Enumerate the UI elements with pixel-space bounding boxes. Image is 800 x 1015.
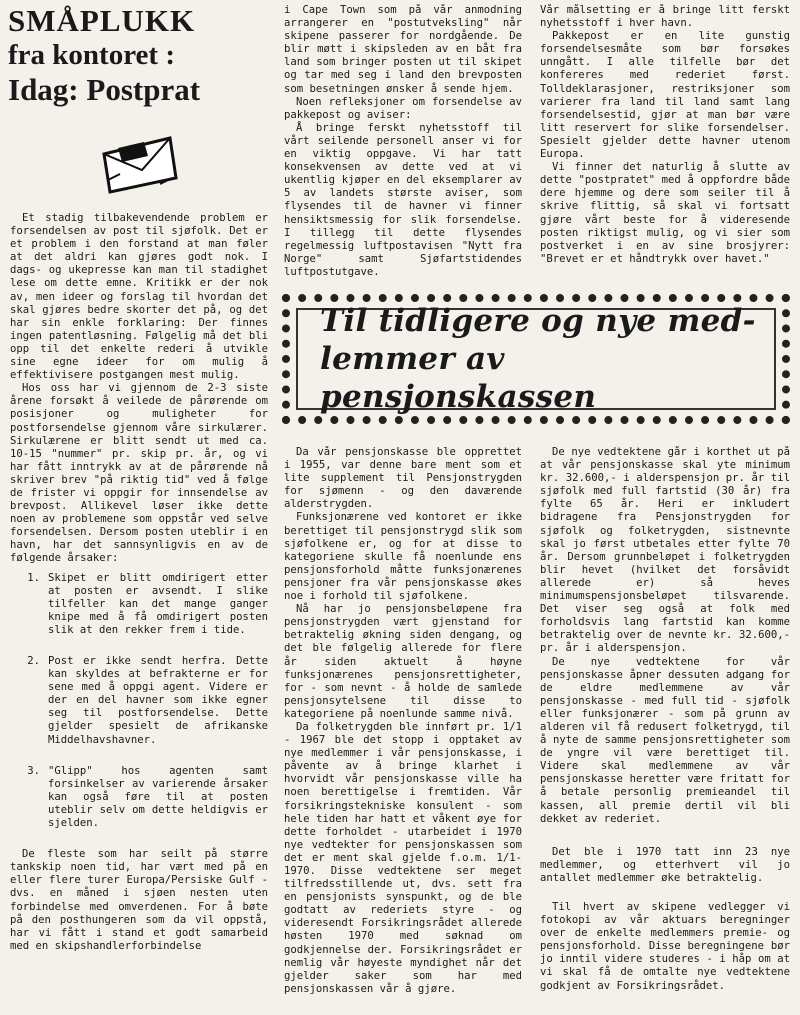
paragraph: Pakkepost er en lite gunstig forsendelsesmåte som bør forsøkes unngått. I alle tilfelle bør det konfereres med rederiet først. Tolldeklarasjoner, restriksjoner som varierer fra land til land samt lang forsendelsestid, gjør at man bør være litt reservert for slike forsendelser. Spesielt gjelder dette havner utenom Europa.: [540, 30, 790, 161]
headline-banner: [282, 294, 790, 424]
paragraph: Det ble i 1970 tatt inn 23 nye medlemmer, og etterhvert vil jo antallet medlemmer øke betraktelig.: [540, 845, 790, 884]
paragraph: Nå har jo pensjonsbeløpene fra pensjonstrygden vært gjenstand for betraktelig økning siden dengang, og det ble følgelig allerede for flere år siden aktuelt å høyne funksjonærenes pensjonsrettigheter, for - som nevnt - å holde de samlede pensjonsytelsene til disse to kategoriene på noenlunde samme nivå.: [284, 603, 522, 720]
list-number: 1.: [27, 571, 40, 584]
paragraph: De fleste som har seilt på større tankskip noen tid, har vært med på en eller flere turer Europa/Persiske Gulf - dvs. en måned i sjøen nesten uten forbindelse med omverdenen. For å bøte på den posthungeren som da vil oppstå, har vi fått i stand et godt samarbeid med en skipshandlerforbindelse: [10, 848, 268, 952]
list-text: Post er ikke sendt herfra. Dette kan skyldes at befrakterne er for sene med å oppgi agent. Videre er der en del havner som ikke egner seg til postforsendelse. Dette gjelder spesielt de afrikanske Middelhavshavner.: [48, 655, 268, 746]
column-2: [284, 4, 522, 292]
paragraph: Funksjonærene ved kontoret er ikke berettiget til pensjonstrygd slik som sjøfolkene er, og for at disse to kategoriene skulle få noenlunde ens pensjonsforhold måtte funksjonærenes pensjoner fra vår pensjonskasse økes noe i forhold til sjøfolkene.: [284, 511, 522, 603]
title-line-1: SMÅPLUKK: [8, 3, 196, 38]
article-title: [8, 4, 268, 108]
paragraph: Vi finner det naturlig å slutte av dette "postpratet" med å oppfordre både dere hjemme og dere som seiler til å skrive flittig, så skal vi fortsatt gjøre vårt beste for å videresende posten riktigst mulig, og vi sier som postverket i en av sine brosjyrer: "Brevet er et håndtrykk over havet.": [540, 161, 790, 265]
paragraph: Da vår pensjonskasse ble opprettet i 1955, var denne bare ment som et lite supplement til Pensjonstrygden for sjømenn - og den daværende alderstrygden.: [284, 446, 522, 511]
paragraph: Til hvert av skipene vedlegger vi fotokopi av vår aktuars beregninger over de enkelte medlemmers premie- og pensjonsforhold. Disse beregningene bør jo inntil videre studeres - i håp om at vi skal få de omtalte nye vedtektene godkjent av Forsikringsrådet.: [540, 901, 790, 992]
paragraph: Noen refleksjoner om forsendelse av pakkepost og aviser:: [284, 95, 522, 121]
paragraph: Vår målsetting er å bringe litt ferskt nyhetsstoff i hver havn.: [540, 4, 790, 30]
list-item: [10, 765, 268, 830]
paragraph: Å bringe ferskt nyhetsstoff til vårt seilende personell anser vi for en viktig oppgave. Vi har tatt konsekvensen av dette ved at vi ukentlig kjøper en del eksemplarer av 5 av landets største aviser, som flysendes til de havner vi finner hensiktsmessig for slik forsendelse. I tillegg til dette flysendes regelmessig luftpostavisen "Nytt fra Norge" samt Sjøfartstidendes luftpostutgave.: [284, 121, 522, 278]
paragraph: Et stadig tilbakevendende problem er forsendelsen av post til sjøfolk. Det er et problem i den forstand at man føler at det aldri kan gjøres godt nok. I dags- og ukepresse kan man til stadighet lese om dette emne. Kritikk er der nok av, men ideer og forslag til hvordan det skal gjøres bedre skorter det på, og det har sin enkle forklaring: Der finnes ingen patentløsning. Følgelig må det bli opp til det enkelte rederi å utvikle sine egne ideer for om mulig å effektivisere postgangen mest mulig.: [10, 212, 268, 382]
list-item: [10, 655, 268, 747]
headline-line-1: Til tidligere og nye med-: [320, 303, 756, 339]
envelope-icon: [100, 134, 180, 196]
paragraph: i Cape Town som på vår anmodning arrangerer en "postutveksling" når skipene passerer for nordgående. De blir møtt i skipsleden av en båt fra land som bringer posten ut til skipet og tar med seg i land den brevposten som besetningen ønsker å sende hjem.: [284, 4, 522, 95]
paragraph: Da folketrygden ble innført pr. 1/1 - 1967 ble det stopp i opptaket av nye medlemmer i vår pensjonskasse, i påvente av å bringe klarhet i hvorvidt vår pensjonskasse ville ha noen berettigelse i fremtiden. Vår forsikringstekniske konsulent - som hele tiden har hatt et våkent øye for dette forholdet - utarbeidet i 1970 nye vedtekter for pensjonskassen som det er ment skal gjelde f.o.m. 1/1-1970. Disse vedtektene ser meget tilfredsstillende ut, dvs. sett fra en pensjonists synspunkt, og de ble godtatt av rederiets styre - og videresendt Forsikringsrådet allerede høsten 1970 med søknad om godkjennelse der. Forsikringsrådet er nemlig vår høyeste myndighet når det gjelder saker som har med pensjonskassen vår å gjøre.: [284, 720, 522, 995]
column-5: [540, 446, 790, 1012]
list-item: [10, 572, 268, 637]
title-line-3: Idag: Postprat: [8, 72, 201, 107]
paragraph: Hos oss har vi gjennom de 2-3 siste årene forsøkt å veilede de pårørende om posisjoner og muligheter for postforsendelse gjennom våre sirkulærer. Sirkulærene er blitt sendt ut med ca. 10-15 "nummer" pr. skip pr. år, og vi har fått inntrykk av at de pårørende nå skriver brev "på riktig tid" ved å følge de frister vi oppgir for innsendelse av brevpost. Allikevel løser ikke dette noen av problemene som oppstår ved selve forsendelsen. Dersom posten uteblir i en havn, har det sannsynligvis en av de følgende årsaker:: [10, 382, 268, 565]
list-number: 3.: [27, 764, 40, 777]
column-3: [540, 4, 790, 292]
paragraph: De nye vedtektene går i korthet ut på at vår pensjonskasse skal yte minimum kr. 32.600,- i alderspensjon pr. år til sjøfolk med full fartstid (30 år) fra fylte 65 år. Heri er inkludert bidragene fra Pensjonstrygden for sjøfolk og folketrygden, sistnevnte skal jo først utbetales etter fylte 70 år. Dersom grunnbeløpet i folketrygden blir hevet (hvilket det forsåvidt allerede er) så heves minimumspensjonsbeløpet tilsvarende. Det viser seg også at folk med forholdsvis lang fartstid kan komme betraktelig over de nevnte kr. 32.600,- pr. år i alderspensjon.: [540, 446, 790, 655]
title-line-2: fra kontoret :: [8, 39, 175, 71]
headline-line-2: lemmer av pensjonskassen: [320, 341, 597, 415]
column-4: [284, 446, 522, 1012]
column-1: [10, 212, 268, 1012]
headline: [296, 303, 776, 415]
list-text: Skipet er blitt omdirigert etter at posten er avsendt. I slike tilfeller kan det mange ganger knipe med å få omdirigert posten slik at den rekker frem i tide.: [48, 571, 268, 636]
list-number: 2.: [27, 655, 40, 667]
paragraph: De nye vedtektene for vår pensjonskasse åpner dessuten adgang for de eldre medlemmene av vår pensjonskasse - med full tid - sjøfolk eller funksjonærer - som på grunn av alderen vil få redusert folketrygd, til å nyte de samme pensjonsrettigheter som de yngre vil være berettiget til. Videre skal medlemmene av vår pensjonskasse heretter være fritatt for å betale personlig premieandel til kassen, all premie dertil vil bli dekket av rederiet.: [540, 655, 790, 825]
list-text: "Glipp" hos agenten samt forsinkelser av varierende årsaker kan også føre til at posten uteblir selv om dette heldigvis er sjelden.: [48, 764, 268, 830]
